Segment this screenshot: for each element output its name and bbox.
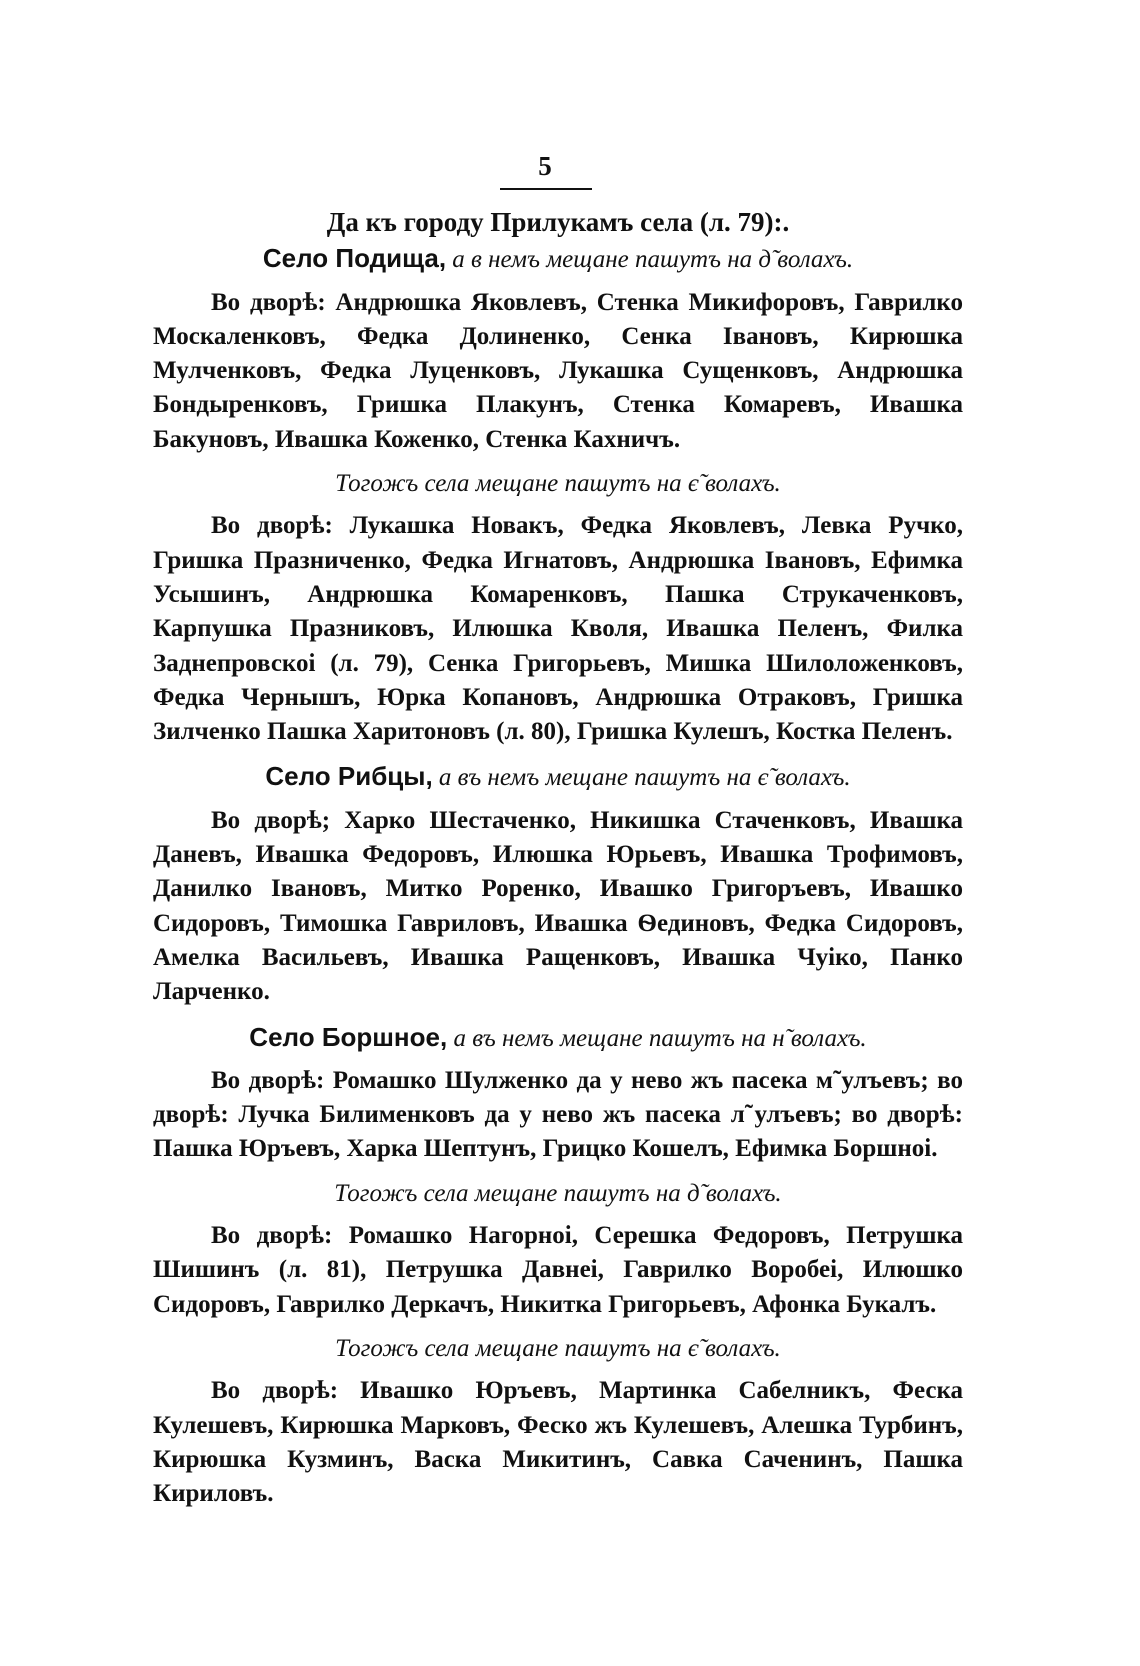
village-name: Село Боршное, xyxy=(249,1021,448,1052)
household-paragraph: Во дворѣ: Ивашко Юръевъ, Мартинка Сабелникъ, Феска Кулешевъ, Кирюшка Марковъ, Феско жъ Кулешевъ, Алешка Турбинъ, Кирюшка Кузминъ, Васка Микитинъ, Савка Саченинъ, Пашка Кириловъ. xyxy=(153,1377,963,1508)
subsection-heading: Тогожъ села мещане пашутъ на є̃ волахъ. xyxy=(335,470,781,498)
village-name: Село Подища, xyxy=(262,243,447,274)
village-heading-borshnoe xyxy=(153,1020,963,1056)
household-paragraph: Во дворѣ: Ромашко Нагорноі, Серешка Федоровъ, Петрушка Шишинъ (л. 81), Петрушка Давнеі, Гаврилко Воробеі, Илюшко Сидоровъ, Гаврилко Деркачъ, Никитка Григорьевъ, Афонка Букалъ. xyxy=(153,1222,963,1318)
household-paragraph: Во дворѣ; Харко Шестаченко, Никишка Стаченковъ, Ивашка Даневъ, Ивашка Федоровъ, Илюшка Юрьевъ, Ивашка Трофимовъ, Данилко Івановъ, Митко Роренко, Ивашко Григоръевъ, Ивашко Сидоровъ, Тимошка Гавриловъ, Ивашка Ѳединовъ, Федка Сидоровъ, Амелка Васильевъ, Ивашка Ращенковъ, Ивашка Чуіко, Панко Ларченко. xyxy=(153,806,963,1006)
page-number-rule xyxy=(500,188,592,190)
page-content xyxy=(153,205,963,1521)
village-name: Село Рибцы, xyxy=(265,761,433,792)
village-description: а в немъ мещане пашутъ на д̃ волахъ. xyxy=(452,246,854,274)
village-description: а въ немъ мещане пашутъ на є̃ волахъ. xyxy=(438,764,851,792)
village-description: а въ немъ мещане пашутъ на н̃ волахъ. xyxy=(453,1024,867,1052)
village-heading-podishcha xyxy=(153,241,963,277)
page-number: 5 xyxy=(538,151,552,181)
main-heading: Да къ городу Прилукамъ села (л. 79):. xyxy=(326,207,790,237)
subsection-heading: Тогожъ села мещане пашутъ на д̃ волахъ. xyxy=(334,1179,782,1207)
subsection-heading: Тогожъ села мещане пашутъ на є̃ волахъ. xyxy=(335,1334,781,1362)
household-paragraph: Во дворѣ: Лукашка Новакъ, Федка Яковлевъ, Левка Ручко, Гришка Празниченко, Федка Игнатовъ, Андрюшка Івановъ, Ефимка Усышинъ, Андрюшка Комаренковъ, Пашка Струкаченковъ, Карпушка Празниковъ, Илюшка Кволя, Ивашка Пеленъ, Филка Заднепровскоі (л. 79), Сенка Григорьевъ, Мишка Шилоложенковъ, Федка Чернышъ, Юрка Копановъ, Андрюшка Отраковъ, Гришка Зилченко Пашка Харитоновъ (л. 80), Гришка Кулешъ, Костка Пеленъ. xyxy=(153,512,963,746)
household-paragraph: Во дворѣ: Андрюшка Яковлевъ, Стенка Микифоровъ, Гаврилко Москаленковъ, Федка Долиненко, Сенка Івановъ, Кирюшка Мулченковъ, Федка Луценковъ, Лукашка Сущенковъ, Андрюшка Бондыренковъ, Гришка Плакунъ, Стенка Комаревъ, Ивашка Бакуновъ, Ивашка Коженко, Стенка Кахничъ. xyxy=(153,288,963,453)
village-heading-ribtsy xyxy=(153,759,963,795)
household-paragraph: Во дворѣ: Ромашко Шулженко да у нево жъ пасека м̃ улъевъ; во дворѣ: Лучка Билименковъ да у нево жъ пасека л̃ улъевъ; во дворѣ: Пашка Юръевъ, Харка Шептунъ, Грицко Кошелъ, Ефимка Боршноі. xyxy=(153,1066,963,1163)
